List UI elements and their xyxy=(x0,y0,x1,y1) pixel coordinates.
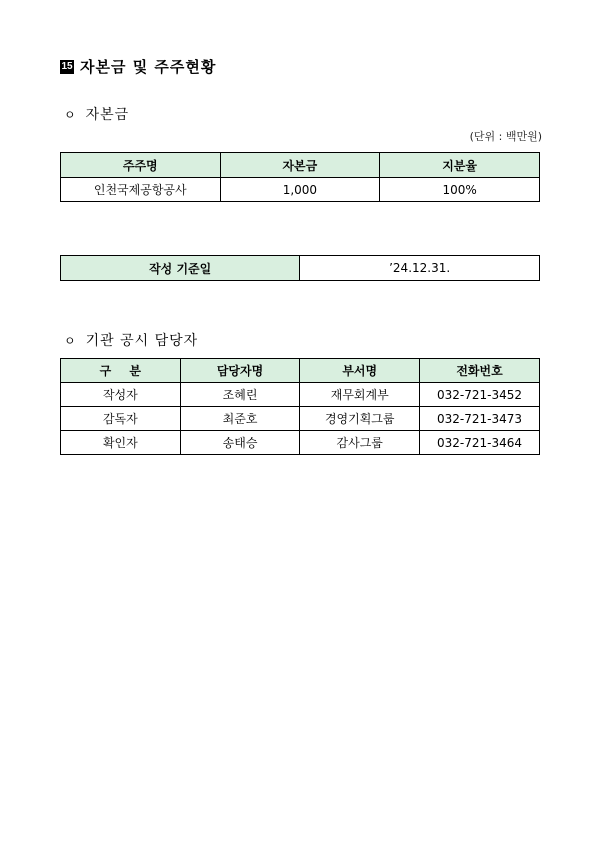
table-cell: 1,000 xyxy=(220,178,380,202)
table-cell: 100% xyxy=(380,178,540,202)
section-number-badge: 15 xyxy=(61,60,73,72)
table-cell: 032-721-3452 xyxy=(420,383,540,407)
column-header: 주주명 xyxy=(61,153,221,178)
table-row xyxy=(61,431,540,455)
basis-date-value: ’24.12.31. xyxy=(300,256,540,281)
table-cell: 032-721-3464 xyxy=(420,431,540,455)
capital-heading-label: 자본금 xyxy=(85,107,130,123)
table-cell: 최준호 xyxy=(180,407,300,431)
section-header xyxy=(60,56,216,77)
contact-heading xyxy=(64,330,198,350)
bullet-icon: ㅇ xyxy=(64,107,76,122)
bullet-icon: ㅇ xyxy=(64,333,76,348)
contact-table xyxy=(60,358,540,455)
basis-date-label: 작성 기준일 xyxy=(61,256,300,281)
table-cell: 송태승 xyxy=(180,431,300,455)
table-cell: 재무회계부 xyxy=(300,383,420,407)
table-cell: 감사그룹 xyxy=(300,431,420,455)
table-row xyxy=(61,407,540,431)
capital-table xyxy=(60,152,540,202)
column-header: 부서명 xyxy=(300,359,420,383)
capital-heading xyxy=(64,104,129,124)
table-header-row xyxy=(61,153,540,178)
column-header: 구 분 xyxy=(61,359,181,383)
page-title: 자본금 및 주주현황 xyxy=(80,58,217,76)
column-header: 지분율 xyxy=(380,153,540,178)
table-cell: 경영기획그룹 xyxy=(300,407,420,431)
contact-heading-label: 기관 공시 담당자 xyxy=(85,333,199,349)
column-header: 자본금 xyxy=(220,153,380,178)
table-row xyxy=(61,383,540,407)
table-cell: 작성자 xyxy=(61,383,181,407)
table-row xyxy=(61,178,540,202)
table-cell: 인천국제공항공사 xyxy=(61,178,221,202)
table-header-row xyxy=(61,359,540,383)
column-header: 담당자명 xyxy=(180,359,300,383)
table-cell: 조혜린 xyxy=(180,383,300,407)
table-cell: 감독자 xyxy=(61,407,181,431)
table-cell: 확인자 xyxy=(61,431,181,455)
table-row xyxy=(61,256,540,281)
unit-note: (단위 : 백만원) xyxy=(469,130,542,143)
table-cell: 032-721-3473 xyxy=(420,407,540,431)
basis-date-table xyxy=(60,255,540,281)
column-header: 전화번호 xyxy=(420,359,540,383)
